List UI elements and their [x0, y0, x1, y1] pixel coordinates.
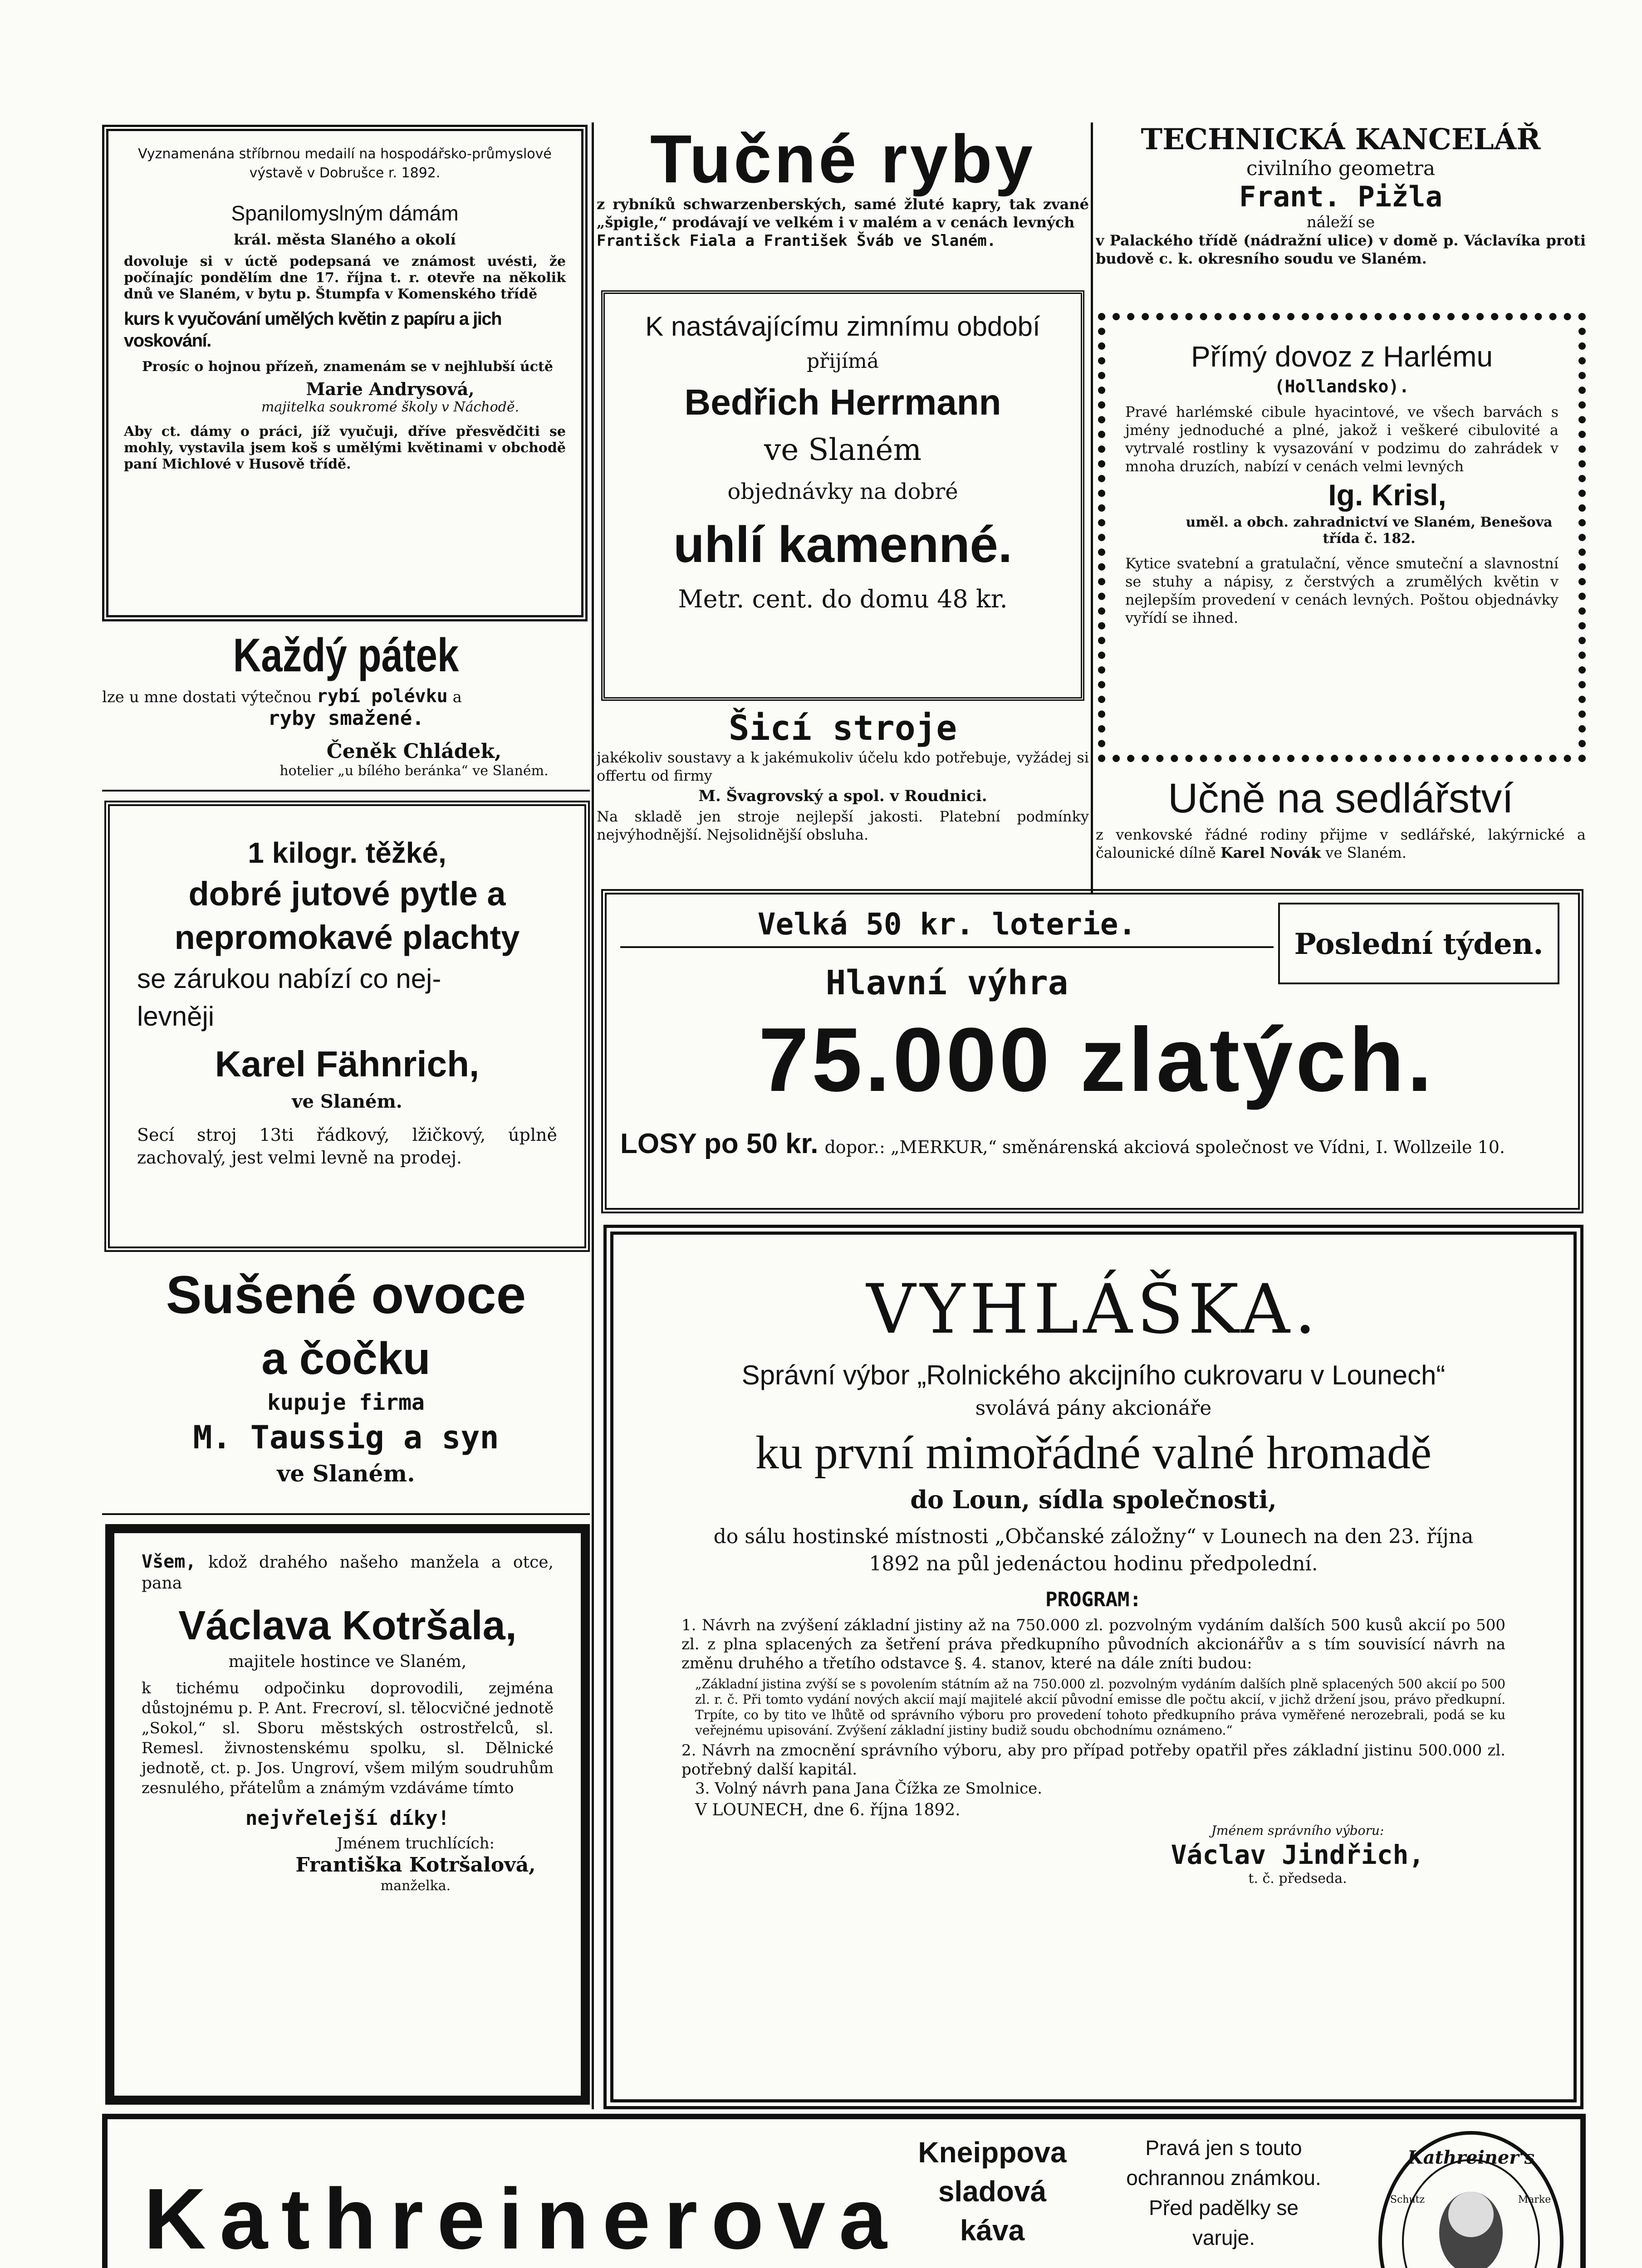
- medal-subtitle: král. města Slaného a okolí: [234, 231, 456, 248]
- obit-body: k tichému odpočinku doprovodili, zejména důstojnému p. P. Ant. Frecroví, sl. tělocvičné jednotě „Sokol,“ sl. Sboru městských ostrostřelců, sl. Remesl. živnostenskému spolku, sl. Dělnické jednotě, ct. p. Jos. Ungroví, všem milým soudruhům zesnulého, přátelům a známým vzdáváme tímto: [142, 1679, 554, 1797]
- bulbs-ad: [1098, 313, 1586, 762]
- medal-ad: [102, 125, 588, 621]
- medal-note: Aby ct. dámy o práci, jíž vyučuji, dříve přesvědčiti se mohly, vystavila jsem koš s umělými květinami v obchodě paní Michlové v Husově třídě.: [124, 424, 566, 472]
- fish-names: Františck Fiala a František Šváb ve Slaném.: [597, 232, 996, 250]
- fruit-l3: kupuje firma: [267, 1390, 425, 1415]
- notice-sign-intro: Jménem správního výboru:: [1211, 1823, 1384, 1838]
- notice-p1: 1. Návrh na zvýšení základní jistiny až na 750.000 zl. pozvolným vydáním dalších 500 kusů akcií po 500 zl. z plna splacených za šetření práva předkupního původních akcionářův a s tím souvisící návrh na změnu druhého a třetího odstavce §. 4. stanov, které na dále zníti budou:: [681, 1616, 1505, 1672]
- obit-name: Václava Kotršala,: [178, 1603, 517, 1648]
- coal-l7: Metr. cent. do domu 48 kr.: [678, 585, 1008, 613]
- notice-l1: Správní výbor „Rolnického akcijního cukrovaru v Lounech“: [741, 1360, 1446, 1390]
- coal-l5: objednávky na dobré: [727, 479, 958, 504]
- obit-intro-text: kdož drahého našeho manžela a otce, pana: [142, 1553, 554, 1593]
- sacks-place: ve Slaném.: [292, 1091, 402, 1112]
- lottery-sale: dopor.: „MERKUR,“ směnárenská akciová společnost ve Vídni, I. Wollzeile 10.: [824, 1137, 1505, 1157]
- friday-line-a: lze u mne dostati výtečnou: [102, 688, 312, 706]
- friday-title: Každý pátek: [233, 629, 459, 682]
- medal-name: Marie Andrysová,: [306, 379, 475, 399]
- column-rule-left: [592, 122, 594, 2109]
- tech-sub: civilního geometra: [1246, 157, 1436, 180]
- friday-ad: [102, 628, 590, 792]
- fish-ad: [597, 122, 1089, 281]
- sacks-l1: 1 kilogr. těžké,: [248, 836, 446, 869]
- tech-title: TECHNICKÁ KANCELÁŘ: [1141, 122, 1541, 156]
- bulbs-body: Pravé harlémské cibule hyacintové, ve všech barvách s jmény jednoduché a plné, jakož i veškeré cibulovité a vytrvalé rostliny k vysazování v podzimu do zahrádek v mnoha druzích, nabízí v cenách velmi levných: [1125, 403, 1559, 475]
- lottery-main: Hlavní výhra: [825, 963, 1069, 1002]
- lottery-last-week: Poslední týden.: [1294, 927, 1544, 961]
- sacks-l4: se zárukou nabízí co nej-: [137, 963, 441, 994]
- obit-thanks: nejvřelejší díky!: [245, 1807, 450, 1830]
- kathreiner-product: Kneippova sladová káva: [918, 2136, 1067, 2247]
- sacks-note: Secí stroj 13ti řádkový, lžičkový, úplně zachovalý, jest velmi levně na prodej.: [137, 1125, 557, 1168]
- obit-sign: Františka Kotršalová,: [295, 1853, 536, 1877]
- coal-l1: K nastávajícímu zimnímu období: [645, 311, 1040, 342]
- apprentice-ad: [1096, 771, 1586, 885]
- notice-l3: ku první mimořádné valné hromadě: [755, 1427, 1432, 1479]
- coal-l6: uhlí kamenné.: [673, 516, 1012, 573]
- sewing-title: Šicí stroje: [728, 708, 957, 748]
- kathreiner-trademark: [1373, 2128, 1568, 2268]
- medal-role: majitelka soukromé školy v Náchodě.: [261, 399, 520, 415]
- kathreiner-name: Kathreinerova: [144, 2171, 901, 2267]
- bulbs-sub: (Hollandsko).: [1274, 376, 1410, 396]
- seal-right: Marke: [1518, 2194, 1551, 2205]
- medal-request: Prosíc o hojnou přízeň, znamenám se v nejhlubší úctě: [142, 359, 553, 375]
- friday-line-d: ryby smažené.: [268, 707, 424, 730]
- lottery-last-week-box: [1278, 903, 1559, 984]
- bulbs-name: Ig. Krisl,: [1328, 478, 1446, 512]
- notice-sign: Václav Jindřich,: [1171, 1839, 1425, 1870]
- apprentice-body: [1096, 826, 1586, 862]
- notice-p1-quote: „Základní jistina zvýší se s povolením státním až na 750.000 zl. pozvolným vydáním dalších plně splacených 500 akcií po 500 zl. r. č. Při tomto vydání nových akcií mají majitelé akcií původní emisse dle počtu akcií, v jichž držení jsou, právo předkupní. Trpíte, co by tito ve lhůtě od správního výboru pro provedení tohoto předkupního práva vyměřené nerozebrali, podá se ku veřejnému upisování. Zvýšení základní jistiny budiž soudu obchodnímu oznámeno.“: [695, 1677, 1505, 1738]
- friday-name: Čeněk Chládek,: [326, 740, 502, 763]
- lottery-tickets: LOSY po 50 kr.: [620, 1128, 819, 1159]
- sacks-name: Karel Fähnrich,: [215, 1044, 480, 1084]
- medal-course: kurs k vyučování umělých květin z papíru a jich voskování.: [124, 309, 502, 351]
- apprentice-title: Učně na sedlářství: [1168, 775, 1514, 821]
- fruit-l2: a čočku: [261, 1333, 431, 1384]
- bulbs-note: Kytice svatební a gratulační, věnce smuteční a slavnostní se stuhy a nápisy, z čerstvých a zrumělých květin v nejlepším provedení v cenách levných. Poštou objednávky vyřídí se ihned.: [1125, 555, 1559, 626]
- fruit-l4: M. Taussig a syn: [193, 1419, 499, 1456]
- sewing-body: jakékoliv soustavy a k jakémukoliv účelu kdo potřebuje, vyžádej si offertu od firmy: [597, 749, 1089, 784]
- notice-p3: 3. Volný návrh pana Jana Čížka ze Smolnice.: [695, 1779, 1043, 1798]
- kathreiner-ad: [102, 2114, 1586, 2268]
- sacks-ad: [104, 801, 590, 1252]
- tech-addr: v Palackého třídě (nádražní ulice) v domě p. Václavíka proti budově c. k. okresního soudu ve Slaném.: [1096, 232, 1586, 267]
- notice-sign-role: t. č. předseda.: [1248, 1871, 1347, 1887]
- notice-l2: svolává pány akcionáře: [975, 1397, 1212, 1420]
- obit-sign-intro: Jménem truchlících:: [337, 1834, 495, 1853]
- seal-top: Kathreiner's: [1407, 2147, 1535, 2168]
- coal-l3: Bedřich Herrmann: [684, 382, 1001, 422]
- notice-title: VYHLÁŠKA.: [866, 1270, 1321, 1349]
- apprentice-text: z venkovské řádné rodiny přijme v sedlářské, lakýrnické a čalounické dílně: [1096, 826, 1586, 861]
- lottery-title-box: [620, 903, 1274, 948]
- apprentice-place: ve Slaném.: [1325, 844, 1407, 861]
- medal-title: Spanilomyslným dámám: [231, 201, 459, 225]
- sewing-firm: M. Švagrovský a spol. v Roudnici.: [698, 787, 987, 805]
- lottery-title: Velká 50 kr. loterie.: [757, 907, 1137, 942]
- obit-sign-role: manželka.: [380, 1878, 451, 1894]
- sewing-note: Na skladě jen stroje nejlepší jakosti. Platební podmínky nejvýhodnější. Nejsolidnější obsluha.: [597, 808, 1089, 843]
- friday-line-c: a: [452, 688, 462, 706]
- friday-line: [102, 687, 590, 706]
- medal-award: Vyznamenána stříbrnou medailí na hospodářsko-průmyslové výstavě v Dobrušce r. 1892.: [138, 146, 552, 181]
- lottery-ad: [601, 889, 1583, 1213]
- medal-body: dovoluje si v úctě podepsaná ve známost uvésti, že počínajíc pondělím dne 17. října t. r. otevře na několik dnů ve Slaném, v bytu p. Štumpfa v Komenského třídě: [124, 254, 566, 302]
- obituary: [105, 1524, 590, 2105]
- notice-program: PROGRAM:: [1045, 1588, 1142, 1611]
- column-rule-right: [1091, 122, 1093, 894]
- lottery-tickets-line: [620, 1130, 1578, 1161]
- obit-intro-bold: Všem,: [142, 1551, 196, 1572]
- sewing-ad: [597, 708, 1089, 880]
- seal-left: Schutz: [1390, 2194, 1425, 2205]
- sacks-l2: dobré jutové pytle a: [188, 875, 506, 913]
- sacks-l5: levněji: [137, 1001, 215, 1031]
- fish-body: z rybníků schwarzenberských, samé žluté kapry, tak zvané „špigle,“ prodávají ve velkém i v malém a v cenách levných: [597, 196, 1089, 231]
- coal-l2: přijímá: [807, 350, 879, 373]
- bulbs-role: uměl. a obch. zahradnictví ve Slaném, Benešova třída č. 182.: [1186, 514, 1553, 547]
- kathreiner-warning: Pravá jen s touto ochrannou známkou. Před padělky se varuje.: [1126, 2136, 1321, 2249]
- notice-l4: do Loun, sídla společnosti,: [910, 1485, 1277, 1514]
- tech-belongs: náleží se: [1306, 213, 1375, 231]
- fruit-l1: Sušené ovoce: [166, 1265, 526, 1325]
- notice-p2: 2. Návrh na zmocnění správního výboru, aby pro případ potřeby opatřil přes základní jistinu 500.000 zl. potřebný další kapitál.: [681, 1741, 1505, 1779]
- obit-role: majitele hostince ve Slaném,: [228, 1652, 467, 1671]
- friday-role: hotelier „u bílého beránka“ ve Slaném.: [279, 763, 549, 779]
- notice: [603, 1225, 1583, 2109]
- sacks-l3: nepromokavé plachty: [174, 919, 520, 956]
- bulbs-title: Přímý dovoz z Harlému: [1191, 340, 1493, 373]
- obit-intro: [142, 1551, 554, 1594]
- notice-l5: do sálu hostinské místnosti „Občanské záložny“ v Lounech na den 23. října 1892 na půl jedenáctou hodinu předpolední.: [713, 1525, 1474, 1575]
- fish-title: Tučné ryby: [650, 122, 1036, 197]
- tech-name: Frant. Pižla: [1239, 180, 1442, 213]
- lottery-amount: 75.000 zlatých.: [758, 1009, 1435, 1110]
- apprentice-name: Karel Novák: [1220, 844, 1321, 861]
- notice-date: V LOUNECH, dne 6. října 1892.: [695, 1801, 961, 1819]
- fruit-l5: ve Slaném.: [277, 1460, 415, 1487]
- coal-ad: [601, 290, 1084, 701]
- friday-line-b: rybí polévku: [316, 686, 448, 707]
- coal-l4: ve Slaném: [764, 432, 922, 467]
- tech-ad: [1096, 122, 1586, 304]
- fruit-ad: [102, 1261, 590, 1515]
